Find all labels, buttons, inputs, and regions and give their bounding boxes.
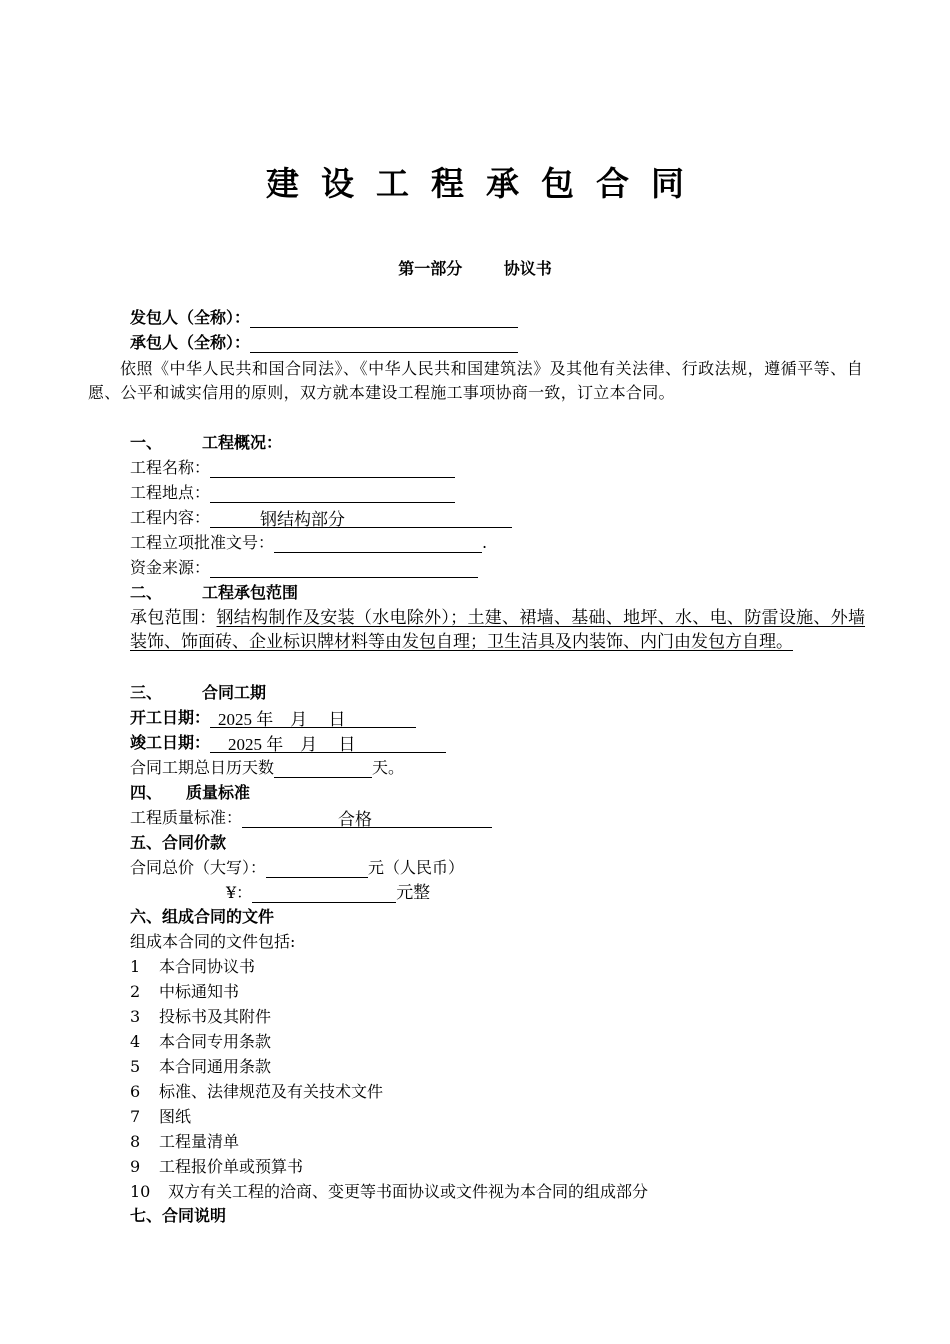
total-price-line [130,858,464,878]
project-content-label: 工程内容： [130,508,211,527]
funding-label: 资金来源： [130,558,211,577]
total-days-field[interactable] [274,759,372,778]
end-date-label: 竣工日期： [130,733,211,752]
yen-price-line [226,883,430,903]
document-list-item [130,982,239,1002]
quality-field[interactable]: 合格 [242,810,492,828]
project-name-line [130,458,455,478]
total-days-line [130,758,404,778]
yen-price-unit: 元整 [396,883,431,902]
document-item-text: 双方有关工程的洽商、变更等书面协议或文件视为本合同的组成部分 [168,1182,649,1201]
total-price-unit: 元（人民币） [368,858,465,877]
project-location-line [130,483,455,503]
document-list-item [130,1032,271,1052]
section-1-title: 工程概况： [202,433,283,452]
scope-label: 承包范围： [130,608,217,628]
project-content-field[interactable]: 钢结构部分 [210,510,512,528]
document-item-number: 3 [130,1007,141,1026]
quality-label: 工程质量标准： [130,808,243,827]
section-1-heading [130,433,282,453]
intro-paragraph: 依照《中华人民共和国合同法》、《中华人民共和国建筑法》及其他有关法律、行政法规，遵循平等、自愿、公平和诚实信用的原则，双方就本建设工程施工事项协商一致，订立本合同。 [88,359,863,402]
section-3-heading [130,683,266,703]
total-price-label: 合同总价（大写）： [130,858,267,877]
project-location-label: 工程地点： [130,483,211,502]
quality-line [130,808,492,828]
document-list-item [130,1082,383,1102]
document-item-number: 2 [130,982,141,1001]
document-item-number: 10 [130,1182,151,1201]
start-date-label: 开工日期： [130,708,211,727]
approval-number-field[interactable] [274,534,482,553]
section-4-number: 四、 [130,783,163,802]
end-date-line [130,733,446,753]
document-list-item [130,1157,303,1177]
scope-paragraph [130,606,865,654]
project-name-label: 工程名称： [130,458,211,477]
section-6-heading: 六、组成合同的文件 [130,907,275,926]
document-item-text: 本合同协议书 [159,957,256,976]
section-4-title: 质量标准 [186,783,251,802]
section-2-heading [130,583,298,603]
section-3-title: 合同工期 [202,683,267,702]
funding-line [130,558,478,578]
employer-line [130,308,518,328]
document-list-item [130,957,255,977]
part-heading: 第一部分 协议书 [398,259,552,278]
document-list-item [130,1107,191,1127]
section-1-number: 一、 [130,433,163,452]
employer-label: 发包人（全称）： [130,308,251,327]
section-5-heading: 五、合同价款 [130,833,227,852]
document-item-number: 9 [130,1157,141,1176]
yen-price-field[interactable] [252,884,396,903]
section-3-number: 三、 [130,683,163,702]
section-2-number: 二、 [130,583,163,602]
document-list-item [130,1057,271,1077]
yen-price-label: ¥： [226,883,253,902]
contractor-line [130,333,518,353]
total-days-suffix: 天。 [372,758,405,777]
project-name-field[interactable] [210,459,455,478]
scope-value[interactable]: 钢结构制作及安装（水电除外）；土建、裙墙、基础、地坪、水、电、防雷设施、外墙装饰、饰面砖、企业标识牌材料等由发包自理；卫生洁具及内装饰、内门由发包方自理。 [130,608,866,651]
total-price-field[interactable] [266,859,368,878]
document-item-number: 8 [130,1132,141,1151]
document-item-number: 1 [130,957,141,976]
document-list-item [130,1007,271,1027]
document-item-text: 标准、法律规范及有关技术文件 [159,1082,384,1101]
document-item-text: 本合同通用条款 [159,1057,272,1076]
document-item-text: 图纸 [159,1107,192,1126]
document-item-number: 5 [130,1057,141,1076]
funding-field[interactable] [210,559,478,578]
section-4-heading [130,783,250,803]
section-2-title: 工程承包范围 [202,583,299,602]
document-item-text: 工程量清单 [159,1132,240,1151]
document-item-number: 6 [130,1082,141,1101]
end-date-field[interactable]: 2025 年 月 日 [210,735,446,753]
approval-number-label: 工程立项批准文号： [130,533,275,552]
documents-intro: 组成本合同的文件包括: [130,932,296,951]
document-item-number: 7 [130,1107,141,1126]
start-date-line [130,708,416,728]
project-location-field[interactable] [210,484,455,503]
document-item-number: 4 [130,1032,141,1051]
contractor-label: 承包人（全称）： [130,333,251,352]
project-content-line [130,508,512,528]
total-days-label: 合同工期总日历天数 [130,758,275,777]
section-7-heading: 七、合同说明 [130,1206,227,1225]
document-item-text: 中标通知书 [159,982,240,1001]
approval-number-line: 工程立项批准文号： . [130,533,488,552]
contractor-field[interactable] [250,334,518,353]
document-title: 建设工程承包合同 [266,164,706,203]
document-item-text: 投标书及其附件 [159,1007,272,1026]
employer-field[interactable] [250,309,518,328]
document-list-item [130,1182,648,1202]
document-item-text: 工程报价单或预算书 [159,1157,304,1176]
document-item-text: 本合同专用条款 [159,1032,272,1051]
start-date-field[interactable]: 2025 年 月 日 [210,710,416,728]
document-list-item [130,1132,239,1152]
